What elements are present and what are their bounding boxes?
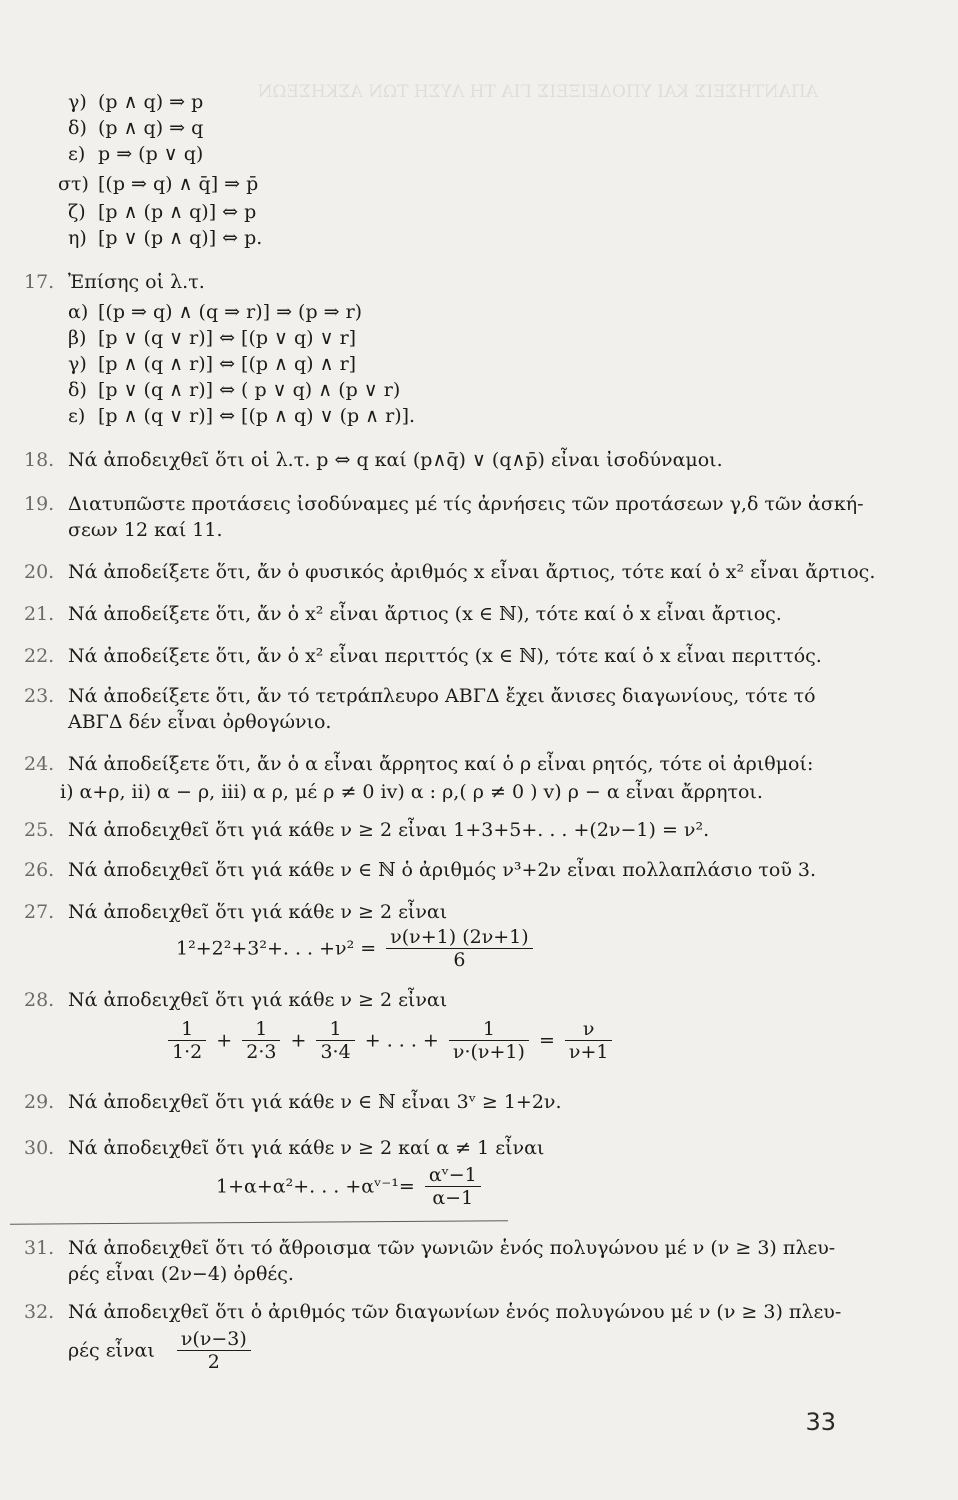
- exercise-number: 18.: [24, 449, 55, 471]
- exercise-number: 23.: [24, 685, 55, 707]
- exercise-number: 21.: [24, 603, 55, 625]
- page-number: 33: [805, 1408, 836, 1436]
- exercise-number: 24.: [24, 753, 55, 775]
- exercise-number: 17.: [24, 271, 55, 293]
- exercise-number: 30.: [24, 1137, 55, 1159]
- exercise-32-cont: ρές εἶναι $\frac{\nu(\nu-3)}{2}$: [68, 1328, 255, 1373]
- book-page: ΑΠΑΝΤΗΣΕΙΣ ΚΑΙ ΥΠΟΔΕΙΞΕΙΣ ΓΙΑ ΤΗ ΛΥΣΗ ΤΩΝ ΑΣΚΗΣΕΩΝ γ) (p ∧ q) ⇒ p δ) (p ∧ q) ⇒ q ε) p ⇒ (p ∨ q) στ) [(p ⇒ q) ∧ q̄] ⇒ p̄ ζ) [p ∧ (p ∧ q)] ⇔ p η) [p ∨ (p ∧ q)] ⇔ p. 17. Ἐπίσης οἱ λ.τ. α) [(p ⇒ q) ∧ (q ⇒ r)] ⇒ (p ⇒ r) β) [p ∨ (q ∨ r)] ⇔ [(p ∨ q) ∨ r] γ) [p ∧ (q ∧ r)] ⇔ [(p ∧ q) ∧ r] δ) [p ∨ (q ∧ r)] ⇔ ( p ∨ q) ∧ (p ∨ r) ε) [p ∧ (q ∨ r)] ⇔ [(p ∧ q) ∨ (p ∧ r)]. 18. Νά ἀποδειχθεῖ ὅτι οἱ λ.τ. p ⇔ q καί (p∧q̄) ∨ (q∧p̄) εἶναι ἰσοδύναμοι. 19. Διατυπῶστε προτάσεις ἰσοδύναμες μέ τίς ἀρνήσεις τῶν προτάσεων γ,δ τῶν ἀσκή- σεων 12 καί 11. 20. Νά ἀποδείξετε ὅτι, ἄν ὁ φυσικός ἀριθμός x εἶναι ἄρτιος, τότε καί ὁ x² εἶναι ἄρτιος. 21. Νά ἀποδείξετε ὅτι, ἄν ὁ x² εἶναι ἄρτιος (x ∈ ℕ), τότε καί ὁ x εἶναι ἄρτιος. 22. Νά ἀποδείξετε ὅτι, ἄν ὁ x² εἶναι περιττός (x ∈ ℕ), τότε καί ὁ x εἶναι περιττός. 23. Νά ἀποδείξετε ὅτι, ἄν τό τετράπλευρο ΑΒΓΔ ἔχει ἄνισες διαγωνίους, τότε τό ΑΒΓΔ δέν εἶναι ὀρθογώνιο. 24. Νά ἀποδείξετε ὅτι, ἄν ὁ α εἶναι ἄρρητος καί ὁ ρ εἶναι ρητός, τότε οἱ ἀριθμοί: i) α+ρ, ii) α − ρ, iii) α ρ, μέ ρ ≠ 0 iv) α : ρ,( ρ ≠ 0 ) v) ρ − α εἶναι ἄρρητοι. 25. Νά ἀποδειχθεῖ ὅτι γιά κάθε ν ≥ 2 εἶναι 1+3+5+. . . +(2ν−1) = ν². 26. Νά ἀποδειχθεῖ ὅτι γιά κάθε ν ∈ ℕ ὁ ἀριθμός ν³+2ν εἶναι πολλαπλάσιο τοῦ 3. 27. Νά ἀποδειχθεῖ ὅτι γιά κάθε ν ≥ 2 εἶναι 1²+2²+3²+. . . +ν² = $\frac{\nu(\nu+1) (2\nu+1)}{6}$ 28. Νά ἀποδειχθεῖ ὅτι γιά κάθε ν ≥ 2 εἶναι $\frac{1}{1\cdot 2}$ + $\frac{1}{2\cdot 3}$ + $\frac{1}{3\cdot 4}$ + . . . + $\frac{1}{\nu\cdot(\nu+1)}$ = $\frac{\nu}{\nu+1}$ 29. Νά ἀποδειχθεῖ ὅτι γιά κάθε ν ∈ ℕ εἶναι 3ᵛ ≥ 1+2ν. 30. Νά ἀποδειχθεῖ ὅτι γιά κάθε ν ≥ 2 καί α ≠ 1 εἶναι 1+α+α²+. . . +αᵛ⁻¹= $\frac{\text{αᵛ−1}}{\alpha-1}$ 31. Νά ἀποδειχθεῖ ὅτι τό ἄθροισμα τῶν γωνιῶν ἑνός πολυγώνου μέ ν (ν ≥ 3) πλευ- ρές εἶναι (2ν−4) ὀρθές. 32. Νά ἀποδειχθεῖ ὅτι ὁ ἀριθμός τῶν διαγωνίων ἑνός πολυγώνου μέ ν (ν ≥ 3) πλευ- ρές εἶναι $\frac{\nu(\nu-3)}{2}$ 33: [0, 0, 958, 1500]
- exercise-number: 29.: [24, 1091, 55, 1113]
- formula-28: $\frac{1}{1\cdot 2}$ + $\frac{1}{2\cdot 3}$ + $\frac{1}{3\cdot 4}$ + . . . + $\frac{1}{\nu\cdot(\nu+1)}$ = $\frac{\nu}{\nu+1}$: [164, 1018, 616, 1063]
- exercise-number: 27.: [24, 901, 55, 923]
- exercise-number: 25.: [24, 819, 55, 841]
- exercise-number: 28.: [24, 989, 55, 1011]
- exercise-number: 26.: [24, 859, 55, 881]
- exercise-number: 20.: [24, 561, 55, 583]
- bleed-through-header: ΑΠΑΝΤΗΣΕΙΣ ΚΑΙ ΥΠΟΔΕΙΞΕΙΣ ΓΙΑ ΤΗ ΛΥΣΗ ΤΩΝ ΑΣΚΗΣΕΩΝ: [257, 82, 818, 102]
- exercise-number: 22.: [24, 645, 55, 667]
- exercise-number: 32.: [24, 1301, 55, 1323]
- formula-30: 1+α+α²+. . . +αᵛ⁻¹= $\frac{\text{αᵛ−1}}{\alpha-1}$: [216, 1164, 485, 1209]
- exercise-number: 31.: [24, 1237, 55, 1259]
- exercise-number: 19.: [24, 493, 55, 515]
- formula-27: 1²+2²+3²+. . . +ν² = $\frac{\nu(\nu+1) (2\nu+1)}{6}$: [176, 926, 537, 971]
- stray-rule: [10, 1220, 508, 1225]
